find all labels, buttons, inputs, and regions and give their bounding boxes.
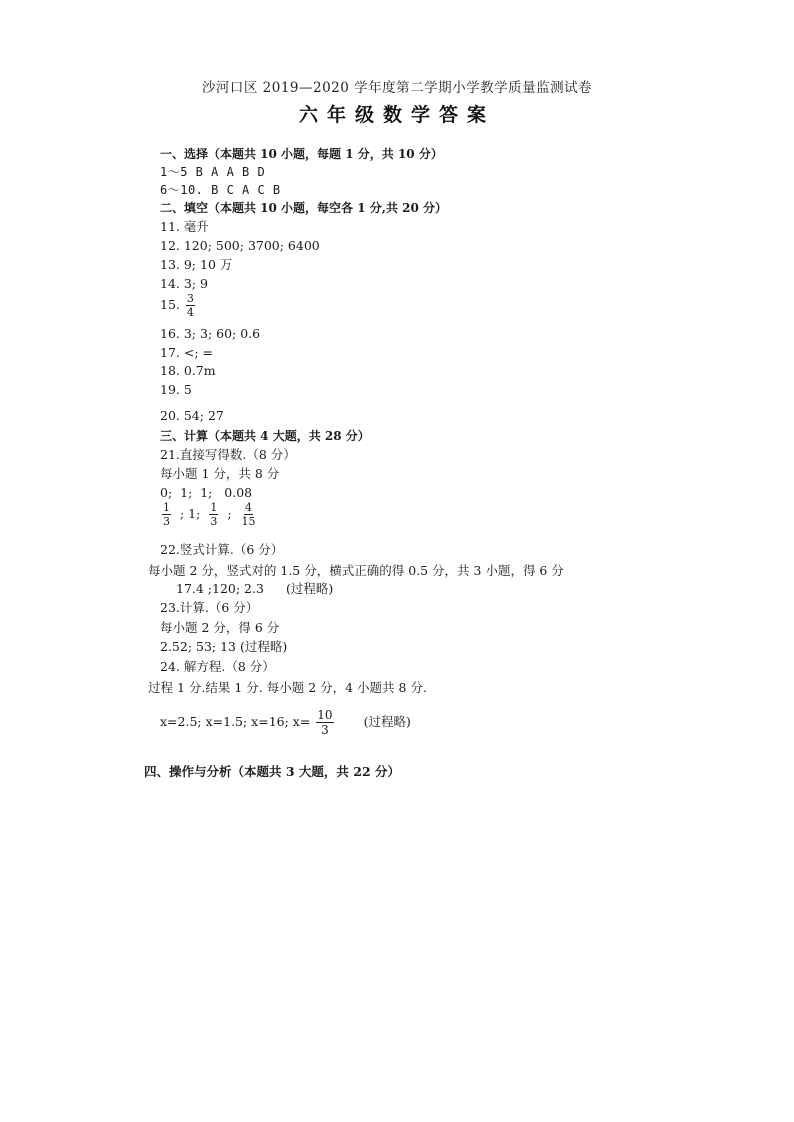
page-title: 六年级数学答案	[298, 104, 495, 126]
fraction-10-3	[316, 708, 333, 737]
section-1-heading: 一、选择（本题共 10 小题，每题 1 分，共 10 分）	[160, 147, 443, 161]
fraction-1-3	[162, 501, 171, 528]
fraction-denominator: 4	[186, 306, 194, 319]
question-24: 24. 解方程.（8 分）	[160, 659, 275, 674]
fraction-1-3-second	[209, 501, 218, 528]
fraction-numerator: 4	[245, 501, 253, 514]
question-23-answers: 2.52; 53; 13 (过程略)	[160, 639, 288, 654]
fraction-4-15	[241, 501, 257, 528]
question-22: 22.竖式计算.（6 分）	[160, 542, 284, 557]
answer-18: 18. 0.7m	[160, 363, 216, 378]
exam-subtitle: 沙河口区 2019—2020 学年度第二学期小学教学质量监测试卷	[201, 80, 593, 96]
answer-15-label: 15.	[160, 297, 180, 312]
fraction-numerator: 1	[163, 501, 170, 514]
answer-13: 13. 9; 10 万	[160, 257, 233, 272]
answer-row-6-10: 6～10. B C A C B	[160, 183, 281, 197]
answer-separator: ; 1;	[179, 506, 201, 521]
question-22-results: 17.4 ;120; 2.3	[176, 581, 264, 596]
question-23-rule: 每小题 2 分，得 6 分	[160, 620, 280, 635]
question-21-fraction-answers	[160, 501, 259, 528]
fraction-numerator: 1	[210, 501, 218, 514]
question-21: 21.直接写得数.（8 分）	[160, 447, 296, 462]
answer-15-fraction	[186, 292, 195, 319]
answer-16: 16. 3; 3; 60; 0.6	[160, 326, 261, 341]
section-2-heading: 二、填空（本题共 10 小题，每空各 1 分,共 20 分）	[160, 201, 447, 215]
answer-17: 17. <; =	[160, 345, 213, 360]
answer-separator: ;	[227, 506, 232, 521]
question-21-answers: 0; 1; 1; 0.08	[160, 485, 253, 500]
question-22-rule: 每小题 2 分，竖式对的 1.5 分，横式正确的得 0.5 分，共 3 小题，得 6 分	[148, 563, 564, 578]
section-3-heading: 三、计算（本题共 4 大题，共 28 分）	[160, 429, 370, 443]
question-24-rule: 过程 1 分.结果 1 分. 每小题 2 分，4 小题共 8 分.	[148, 680, 427, 695]
process-omitted-note: (过程略)	[285, 581, 334, 596]
question-24-results: x=2.5; x=1.5; x=16; x=	[160, 714, 311, 729]
answer-14: 14. 3; 9	[160, 276, 208, 291]
answer-15	[160, 292, 197, 319]
answer-11: 11. 毫升	[160, 219, 209, 234]
answer-19: 19. 5	[160, 382, 192, 397]
question-22-answers	[176, 581, 333, 597]
question-23: 23.计算.（6 分）	[160, 600, 259, 615]
answer-row-1-5: 1～5 B A A B D	[160, 165, 266, 179]
process-omitted-note: (过程略)	[363, 714, 411, 729]
section-4-heading: 四、操作与分析（本题共 3 大题，共 22 分）	[144, 764, 401, 779]
question-24-answers	[160, 708, 411, 737]
question-21-rule: 每小题 1 分，共 8 分	[160, 466, 280, 481]
fraction-denominator: 3	[210, 515, 218, 528]
answer-12: 12. 120; 500; 3700; 6400	[160, 238, 320, 253]
answer-20: 20. 54; 27	[160, 408, 224, 423]
fraction-numerator: 3	[186, 292, 194, 305]
fraction-numerator: 10	[317, 708, 333, 722]
fraction-denominator: 3	[163, 515, 170, 528]
fraction-denominator: 3	[321, 723, 329, 737]
fraction-denominator: 15	[241, 515, 256, 528]
